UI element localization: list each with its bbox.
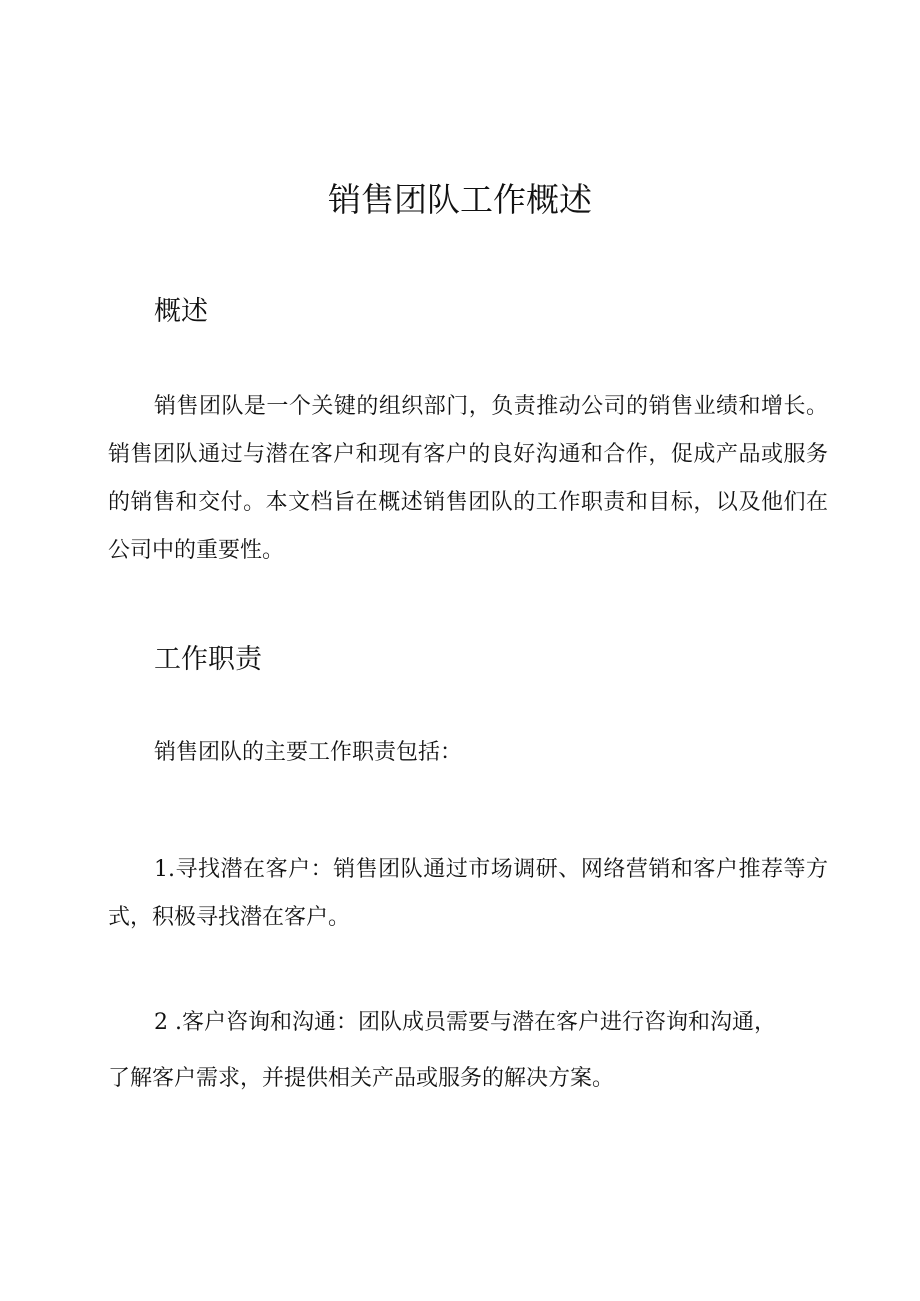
document-title: 销售团队工作概述 [328,180,592,219]
section-heading-overview: 概述 [154,296,208,327]
responsibility-item-2-line-1: 2 .客户咨询和沟通：团队成员需要与潜在客户进行咨询和沟通， [154,1010,776,1035]
section-heading-responsibilities: 工作职责 [154,644,262,675]
responsibility-item-1: 1.寻找潜在客户：销售团队通过市场调研、网络营销和客户推荐等方式，积极寻找潜在客户。 [108,857,828,930]
responsibilities-intro: 销售团队的主要工作职责包括： [154,740,463,765]
overview-paragraph: 销售团队是一个关键的组织部门，负责推动公司的销售业绩和增长。销售团队通过与潜在客户和现有客户的良好沟通和合作，促成产品或服务的销售和交付。本文档旨在概述销售团队的工作职责和目标，以及他们在公司中的重要性。 [108,394,828,563]
responsibility-item-2-line-2: 了解客户需求，并提供相关产品或服务的解决方案。 [108,1066,615,1091]
